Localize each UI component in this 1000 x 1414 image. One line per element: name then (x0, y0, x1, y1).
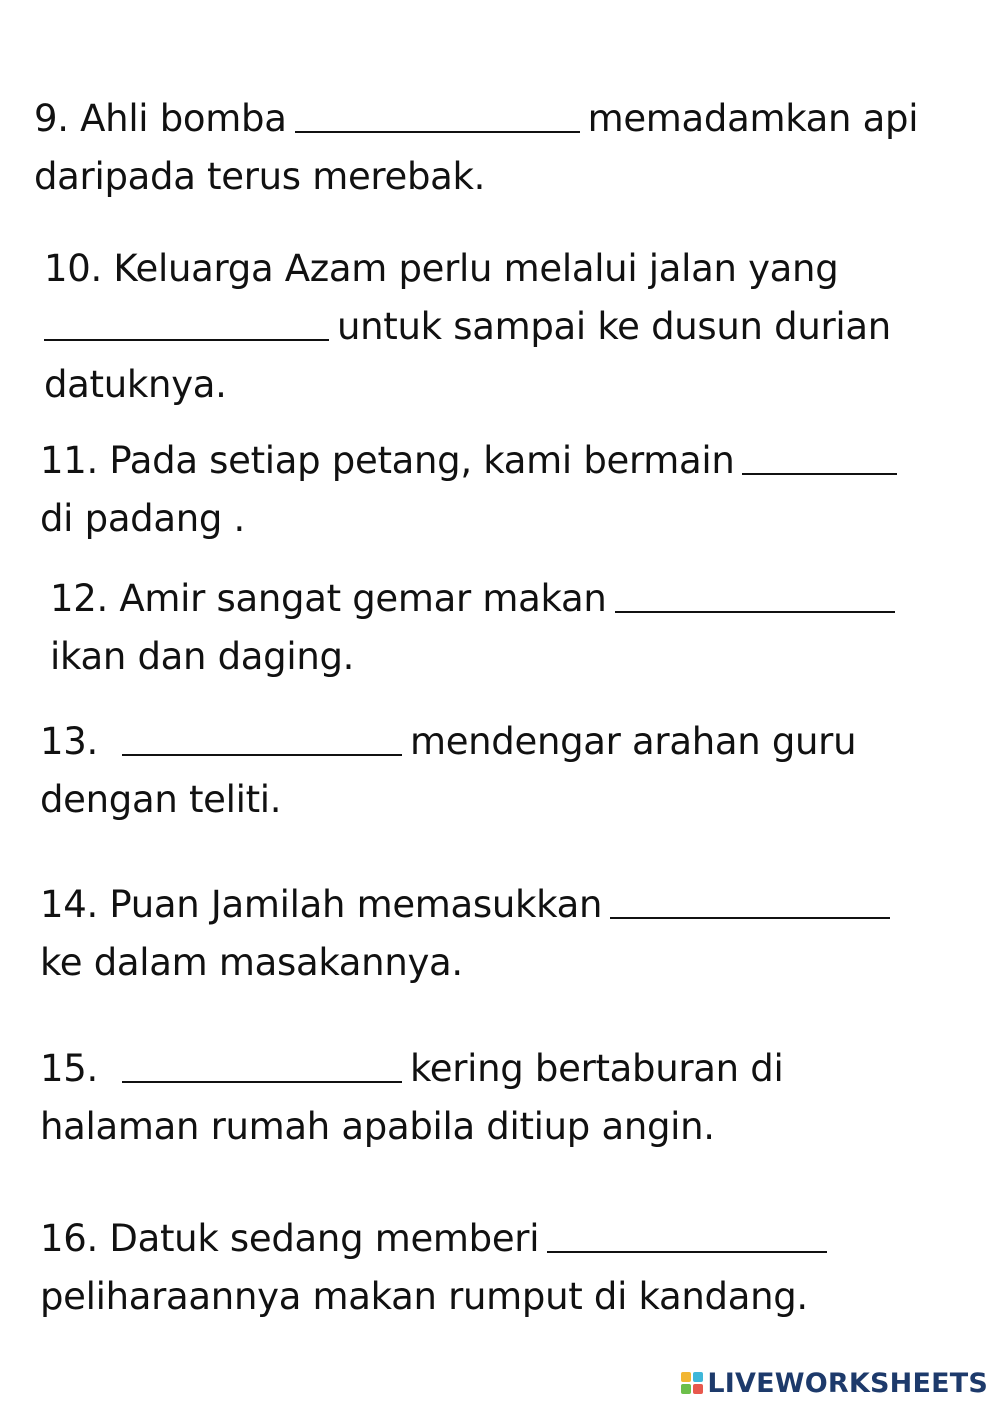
question-12 (50, 570, 903, 686)
logo-tile-2 (693, 1372, 703, 1382)
logo-tile-4 (693, 1384, 703, 1394)
question-9-text-before: 9. Ahli bomba (34, 97, 287, 140)
question-16 (40, 1210, 835, 1326)
question-11 (40, 432, 905, 548)
question-13-text-after: mendengar arahan guru (409, 720, 857, 763)
question-13-line-1 (40, 713, 856, 771)
question-15-text-before: 15. (40, 1047, 98, 1090)
question-15-blank[interactable] (122, 1081, 402, 1083)
question-16-text-before: 16. Datuk sedang memberi (40, 1217, 540, 1260)
question-9-text-after: memadamkan api (587, 97, 919, 140)
question-10-text-after: untuk sampai ke dusun durian (337, 305, 891, 348)
question-9-blank[interactable] (295, 131, 580, 133)
question-12-line-1 (50, 570, 903, 628)
question-16-blank[interactable] (547, 1251, 827, 1253)
question-11-line-2: di padang . (40, 497, 246, 540)
question-11-line-1 (40, 432, 905, 490)
logo-tile-1 (681, 1372, 691, 1382)
question-14-line-2: ke dalam masakannya. (40, 941, 463, 984)
question-12-text-before: 12. Amir sangat gemar makan (50, 577, 607, 620)
question-10-blank[interactable] (44, 339, 329, 341)
question-10 (44, 240, 891, 414)
question-14-text-before: 14. Puan Jamilah memasukkan (40, 883, 603, 926)
question-15-text-after: kering bertaburan di (409, 1047, 784, 1090)
logo-tile-3 (681, 1384, 691, 1394)
liveworksheets-logo-icon (681, 1372, 703, 1394)
question-11-blank[interactable] (742, 473, 897, 475)
question-11-text-before: 11. Pada setiap petang, kami bermain (40, 439, 735, 482)
question-15-line-2: halaman rumah apabila ditiup angin. (40, 1105, 715, 1148)
question-10-line-2 (44, 298, 891, 356)
question-10-line-3: datuknya. (44, 363, 227, 406)
question-13 (40, 713, 856, 829)
question-13-text-before: 13. (40, 720, 98, 763)
question-12-line-2: ikan dan daging. (50, 635, 355, 678)
question-9-line-2: daripada terus merebak. (34, 155, 486, 198)
question-16-line-1 (40, 1210, 835, 1268)
question-14-line-1 (40, 876, 898, 934)
question-14 (40, 876, 898, 992)
question-13-blank[interactable] (122, 754, 402, 756)
question-15-line-1 (40, 1040, 783, 1098)
question-14-blank[interactable] (610, 917, 890, 919)
liveworksheets-logo[interactable] (681, 1366, 988, 1400)
question-15 (40, 1040, 783, 1156)
question-10-line-1: 10. Keluarga Azam perlu melalui jalan yang (44, 247, 839, 290)
liveworksheets-logo-text: LIVEWORKSHEETS (707, 1367, 988, 1399)
question-13-line-2: dengan teliti. (40, 778, 282, 821)
question-9 (34, 90, 918, 206)
question-16-line-2: peliharaannya makan rumput di kandang. (40, 1275, 808, 1318)
question-9-line-1 (34, 90, 918, 148)
question-12-blank[interactable] (615, 611, 895, 613)
